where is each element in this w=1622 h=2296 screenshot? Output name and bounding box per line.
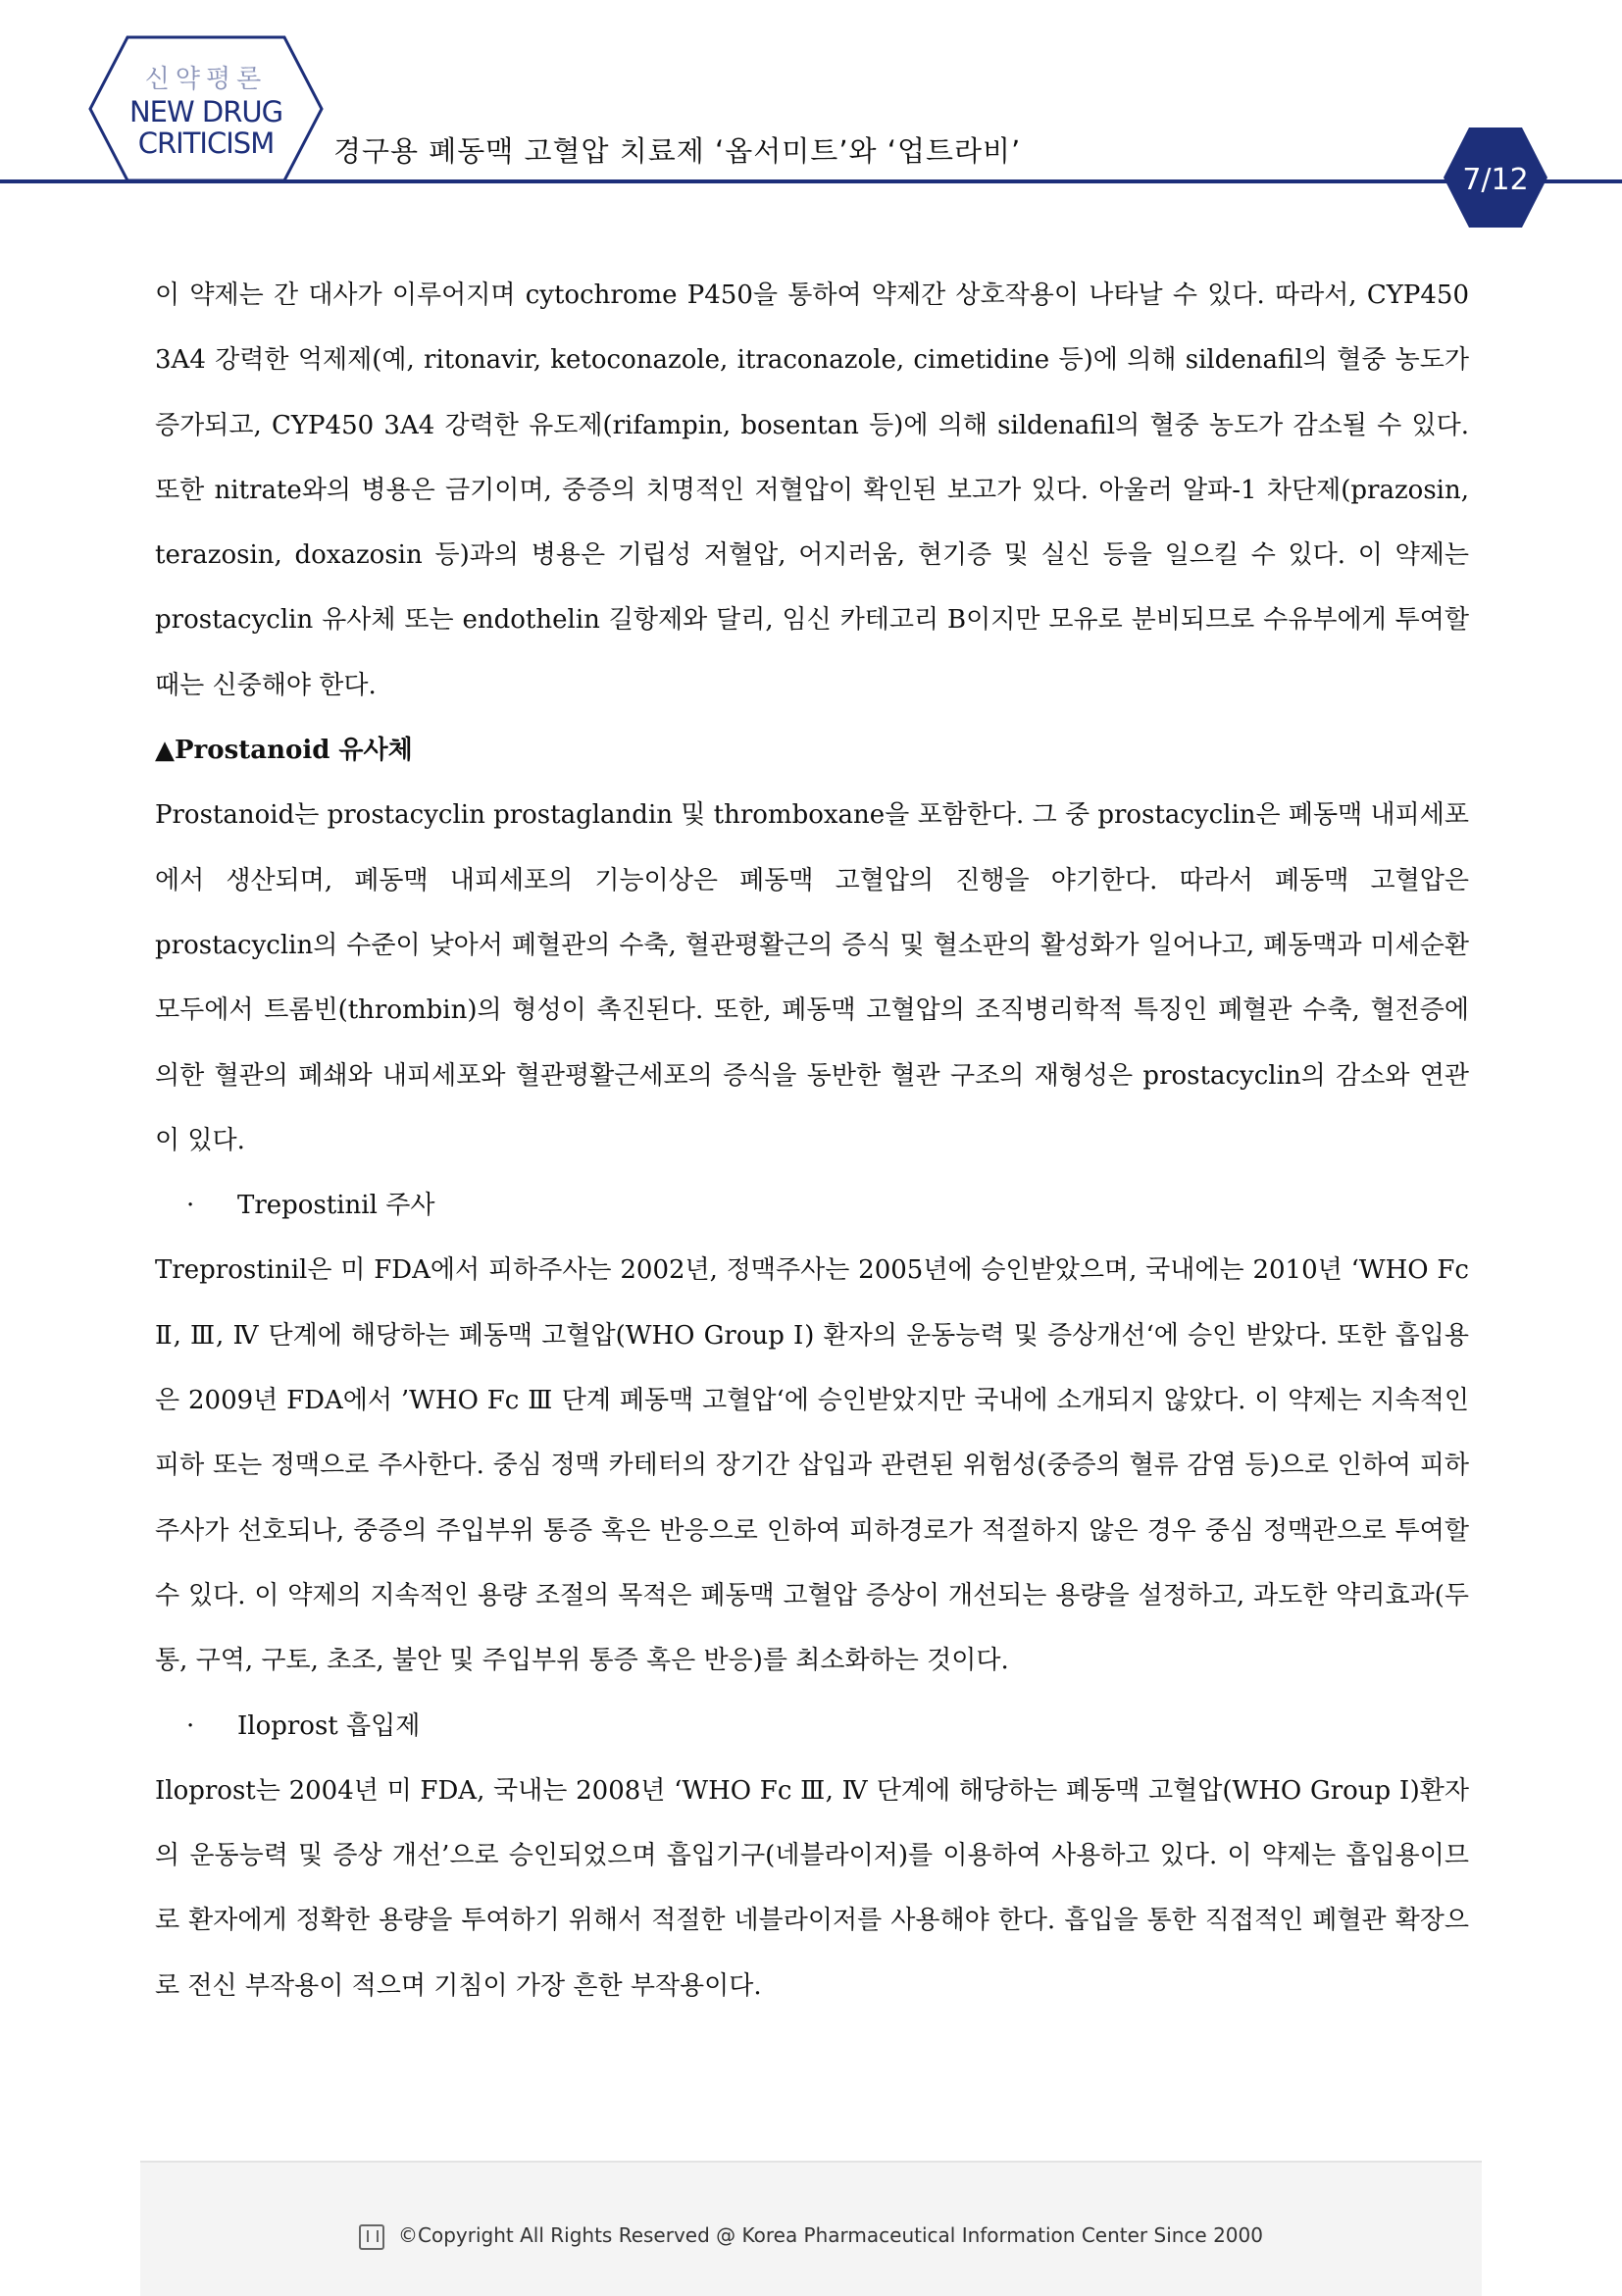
bullet-trepostinil xyxy=(155,1173,1469,1238)
logo-line-1: NEW DRUG xyxy=(128,95,283,128)
document-title: 경구용 폐동맥 고혈압 치료제 ‘옵서미트’와 ‘업트라비’ xyxy=(333,134,1022,168)
bullet-label: Trepostinil 주사 xyxy=(237,1191,435,1221)
logo-line-2: CRITICISM xyxy=(137,127,275,160)
logo-korean: 신약평론 xyxy=(144,65,268,94)
copyright-text: ©Copyright All Rights Reserved @ Korea Pharmaceutical Information Center Since 2000 xyxy=(398,2223,1263,2247)
page-footer xyxy=(140,2161,1482,2296)
paragraph-drug-interactions: 이 약제는 간 대사가 이루어지며 cytochrome P450을 통하여 약제간 상호작용이 나타날 수 있다. 따라서, CYP450 3A4 강력한 억제제(예, ritonavir, ketoconazole, itraconazole, cimetidine 등)에 의해 sildenafil의 혈중 농도가 증가되고, CYP450 3A4 강력한 유도제(rifampin, bosentan 등)에 의해 sildenafil의 혈중 농도가 감소될 수 있다. 또한 nitrate와의 병용은 금기이며, 중증의 치명적인 저혈압이 확인된 보고가 있다. 아울러 알파-1 차단제(prazosin, terazosin, doxazosin 등)과의 병용은 기립성 저혈압, 어지러움, 현기증 및 실신 등을 일으킬 수 있다. 이 약제는 prostacyclin 유사체 또는 endothelin 길항제와 달리, 임신 카테고리 B이지만 모유로 분비되므로 수유부에게 투여할 때는 신중해야 한다. xyxy=(155,281,1469,700)
paragraph-prostanoid: Prostanoid는 prostacyclin prostaglandin 및 thromboxane을 포함한다. 그 중 prostacyclin은 폐동맥 내피세포에서 생산되며, 폐동맥 내피세포의 기능이상은 폐동맥 고혈압의 진행을 야기한다. 따라서 폐동맥 고혈압은 prostacyclin의 수준이 낮아서 폐혈관의 수축, 혈관평활근의 증식 및 혈소판의 활성화가 일어나고, 폐동맥과 미세순환 모두에서 트롬빈(thrombin)의 형성이 촉진된다. 또한, 폐동맥 고혈압의 조직병리학적 특징인 폐혈관 수축, 혈전증에 의한 혈관의 폐쇄와 내피세포와 혈관평활근세포의 증식을 동반한 혈관 구조의 재형성은 prostacyclin의 감소와 연관이 있다. xyxy=(155,800,1469,1155)
bullet-marker: · xyxy=(186,1710,195,1741)
bullet-marker: · xyxy=(186,1191,195,1221)
section-heading-prostanoid: ▲Prostanoid 유사체 xyxy=(155,736,413,766)
bullet-iloprost xyxy=(155,1694,1469,1759)
kpic-logo-icon xyxy=(359,2224,384,2250)
header-rule xyxy=(0,179,1622,183)
paragraph-iloprost: Iloprost는 2004년 미 FDA, 국내는 2008년 ‘WHO Fc Ⅲ, Ⅳ 단계에 해당하는 폐동맥 고혈압(WHO Group Ⅰ)환자의 운동능력 및 증상 개선’으로 승인되었으며 흡입기구(네블라이저)를 이용하여 사용하고 있다. 이 약제는 흡입용이므로 환자에게 정확한 용량을 투여하기 위해서 적절한 네블라이저를 사용해야 한다. 흡입을 통한 직접적인 폐혈관 확장으로 전신 부작용이 적으며 기침이 가장 흔한 부작용이다. xyxy=(155,1775,1469,2001)
footer-copyright-line xyxy=(140,2223,1482,2250)
page-number: 7/12 xyxy=(1462,163,1529,197)
bullet-label: Iloprost 흡입제 xyxy=(237,1710,421,1741)
paragraph-treprostinil: Treprostinil은 미 FDA에서 피하주사는 2002년, 정맥주사는 2005년에 승인받았으며, 국내에는 2010년 ‘WHO Fc Ⅱ, Ⅲ, Ⅳ 단계에 해당하는 폐동맥 고혈압(WHO Group Ⅰ) 환자의 운동능력 및 증상개선‘에 승인 받았다. 또한 흡입용은 2009년 FDA에서 ’WHO Fc Ⅲ 단계 폐동맥 고혈압‘에 승인받았지만 국내에 소개되지 않았다. 이 약제는 지속적인 피하 또는 정맥으로 주사한다. 중심 정맥 카테터의 장기간 삽입과 관련된 위험성(중증의 혈류 감염 등)으로 인하여 피하주사가 선호되나, 중증의 주입부위 통증 혹은 반응으로 인하여 피하경로가 적절하지 않은 경우 중심 정맥관으로 투여할 수 있다. 이 약제의 지속적인 용량 조절의 목적은 폐동맥 고혈압 증상이 개선되는 용량을 설정하고, 과도한 약리효과(두통, 구역, 구토, 초조, 불안 및 주입부위 통증 혹은 반응)를 최소화하는 것이다. xyxy=(155,1255,1469,1676)
article-body xyxy=(155,263,1469,2018)
brand-logo xyxy=(108,63,304,159)
